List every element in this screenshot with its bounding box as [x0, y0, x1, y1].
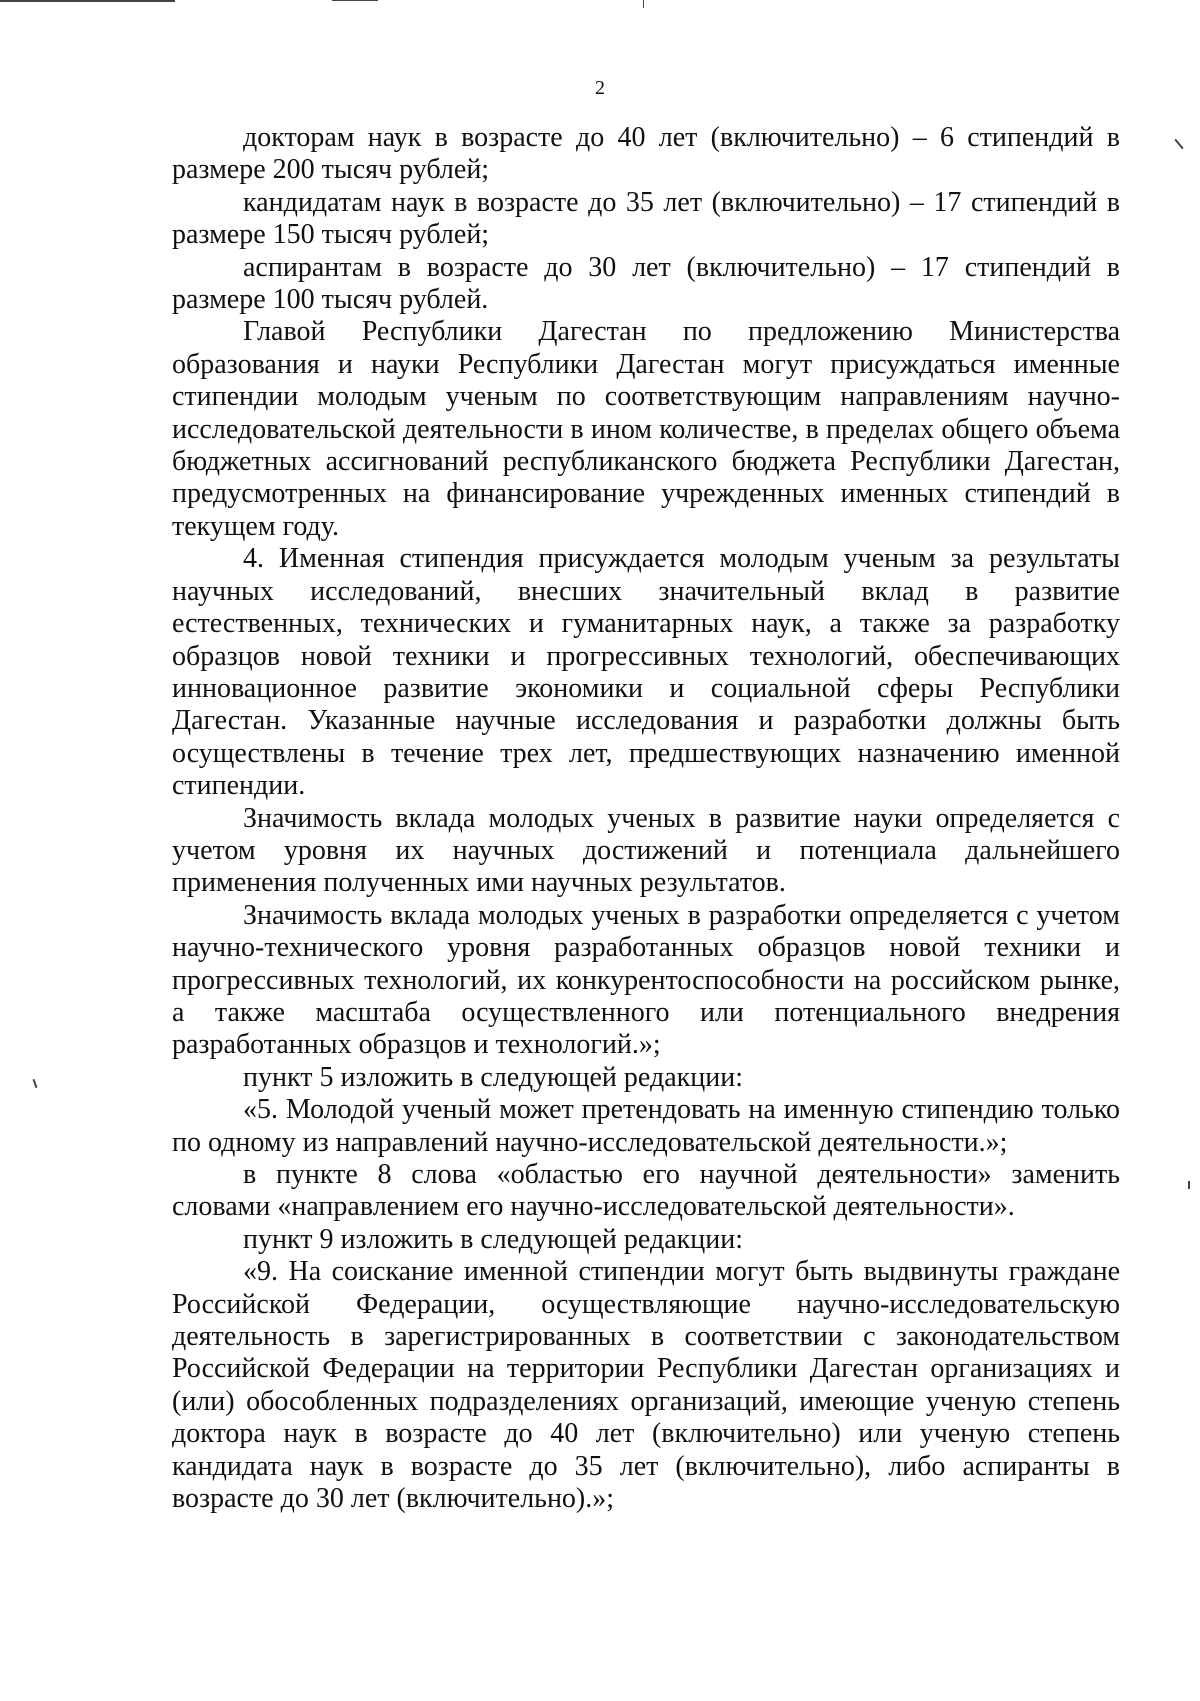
paragraph: «5. Молодой ученый может претендовать на именную стипендию только по одному из направлений научно-исследовательской деятельности.»; [172, 1094, 1120, 1158]
scan-artifact-right-dot [1188, 1181, 1190, 1189]
paragraph: кандидатам наук в возрасте до 35 лет (включительно) – 17 стипендий в размере 150 тысяч рублей; [172, 186, 1120, 251]
paragraph: Главой Республики Дагестан по предложению Министерства образования и науки Республики Дагестан могут присуждаться именные стипендии молодым ученым по соответствующим направлениям научно-исследовательской деятельности в ином количестве, в пределах общего объема бюджетных ассигнований республиканского бюджета Республики Дагестан, предусмотренных на финансирование учрежденных именных стипендий в текущем году. [172, 316, 1120, 542]
paragraph: докторам наук в возрасте до 40 лет (включительно) – 6 стипендий в размере 200 тысяч рублей; [172, 122, 1120, 186]
paragraph: пункт 9 изложить в следующей редакции: [243, 1223, 743, 1255]
paragraph: пункт 5 изложить в следующей редакции: [243, 1061, 743, 1093]
scan-artifact-left-tick [33, 1079, 38, 1088]
scan-artifact-top-line [0, 0, 175, 2]
paragraph: 4. Именная стипендия присуждается молодым ученым за результаты научных исследований, внесших значительный вклад в развитие естественных, технических и гуманитарных наук, а также за разработку образцов новой техники и прогрессивных технологий, обеспечивающих инновационное развитие экономики и социальной сферы Республики Дагестан. Указанные научные исследования и разработки должны быть осуществлены в течение трех лет, предшествующих назначению именной стипендии. [172, 543, 1120, 802]
page-number: 2 [595, 77, 605, 99]
scan-artifact-top-mark [332, 0, 378, 1]
paragraph: в пункте 8 слова «областью его научной деятельности» заменить словами «направлением его научно-исследовательской деятельности». [172, 1159, 1120, 1223]
scan-artifact-right-tick [1174, 139, 1183, 149]
scan-artifact-top-tick [643, 0, 644, 8]
paragraph: аспирантам в возрасте до 30 лет (включительно) – 17 стипендий в размере 100 тысяч рублей. [172, 251, 1120, 316]
paragraph: Значимость вклада молодых ученых в развитие науки определяется с учетом уровня их научных достижений и потенциала дальнейшего применения полученных ими научных результатов. [172, 802, 1120, 899]
paragraph: «9. На соискание именной стипендии могут быть выдвинуты граждане Российской Федерации, осуществляющие научно-исследовательскую деятельность в зарегистрированных в соответствии с законодательством Российской Федерации на территории Республики Дагестан организациях и (или) обособленных подразделениях организаций, имеющие ученую степень доктора наук в возрасте до 40 лет (включительно) или ученую степень кандидата наук в возрасте до 35 лет (включительно), либо аспиранты в возрасте до 30 лет (включительно).»; [172, 1256, 1120, 1515]
document-body [172, 122, 1120, 1515]
paragraph: Значимость вклада молодых ученых в разработки определяется с учетом научно-технического уровня разработанных образцов новой техники и прогрессивных технологий, их конкурентоспособности на российском рынке, а также масштаба осуществленного или потенциального внедрения разработанных образцов и технологий.»; [172, 899, 1120, 1061]
